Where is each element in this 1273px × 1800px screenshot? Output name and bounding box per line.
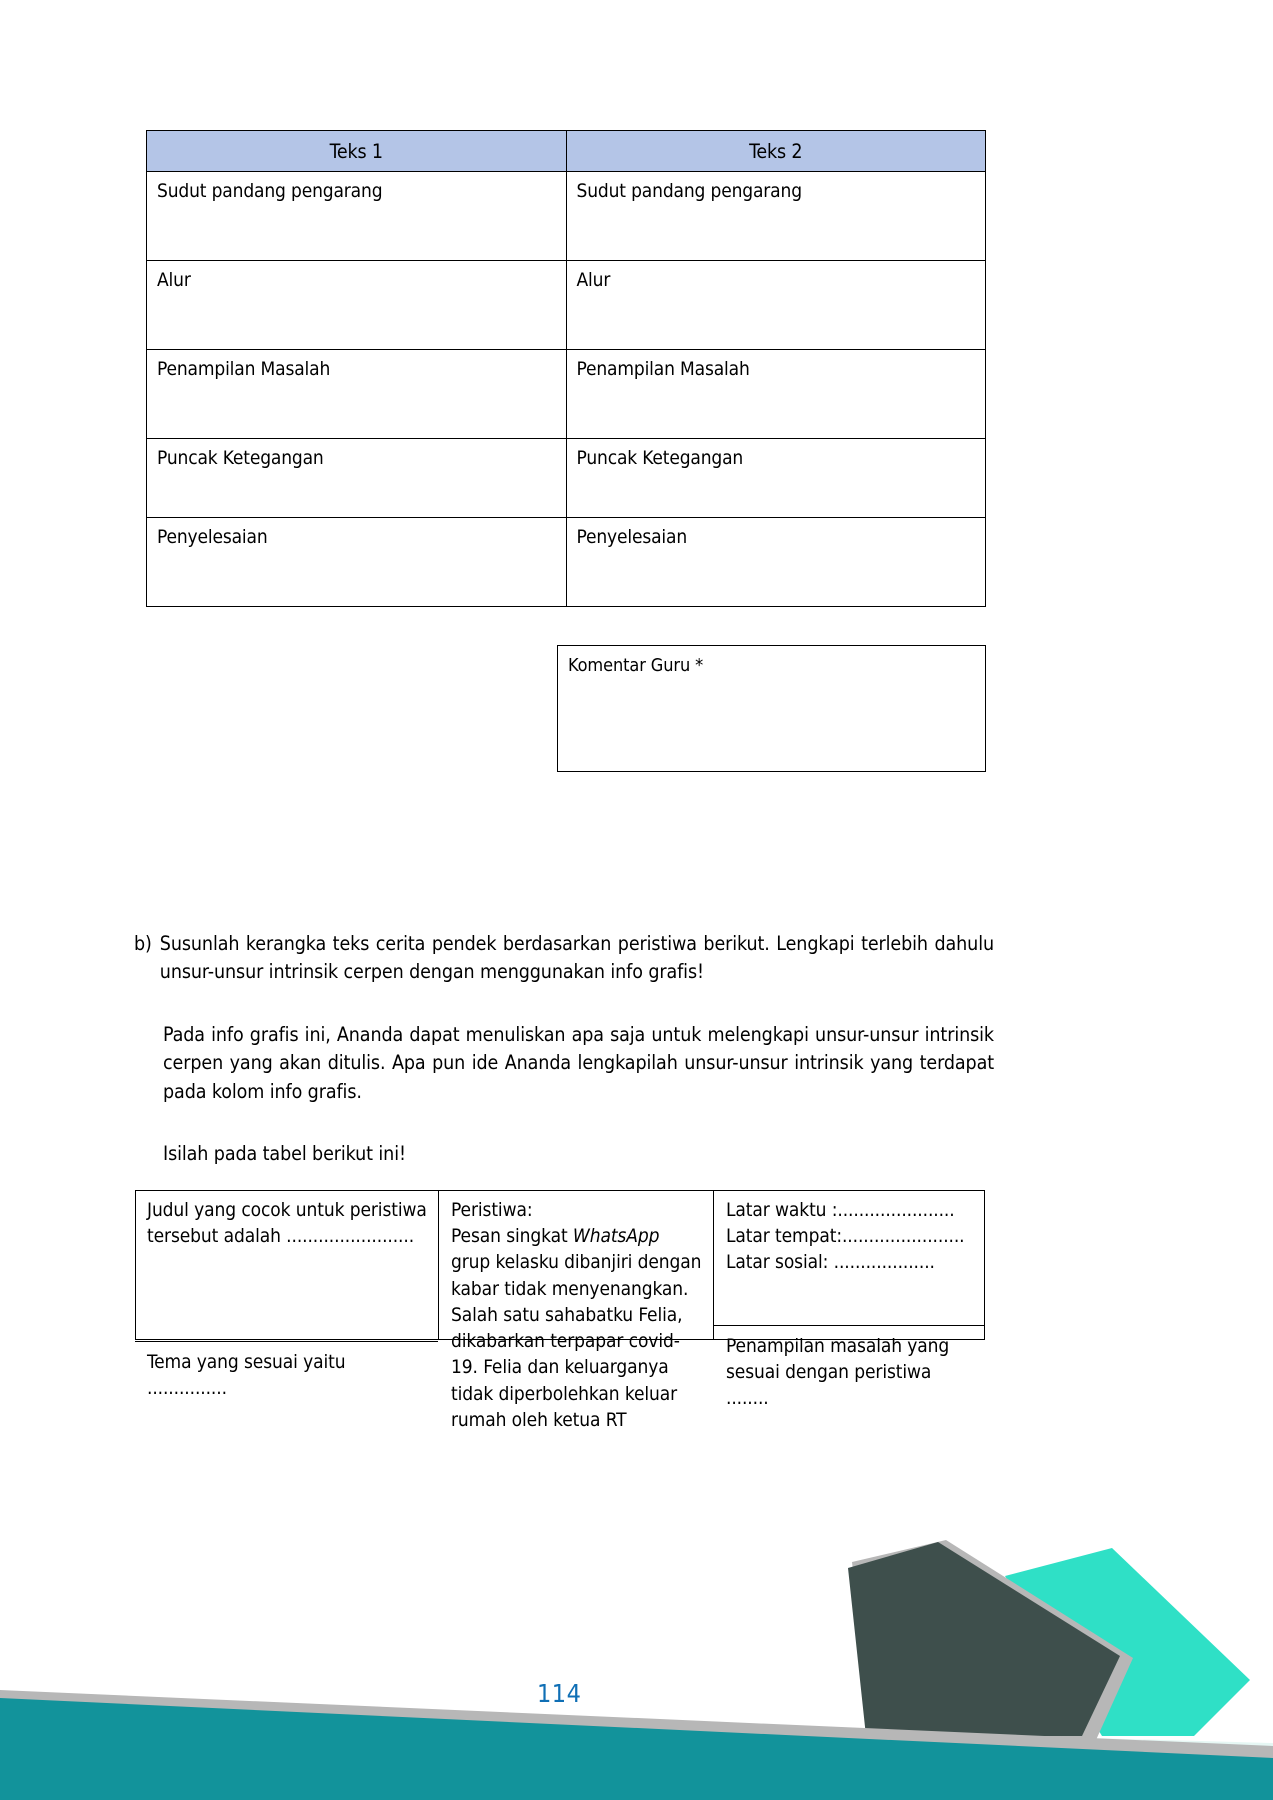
info-grafis-left-column <box>135 1190 439 1400</box>
list-marker-b: b) <box>134 932 152 955</box>
instruction-item-b <box>134 930 994 987</box>
fill-table-prompt: Isilah pada tabel berikut ini! <box>163 1142 406 1165</box>
table-row <box>147 172 986 261</box>
peristiwa-label: Peristiwa: <box>451 1199 533 1221</box>
peristiwa-text-2: grup kelasku dibanjiri dengan kabar tidak menyenangkan. Salah satu sahabatku Felia, dikabarkan terpapar covid-19. Felia dan keluarganya tidak diperbolehkan keluar rumah oleh ketua RT <box>451 1251 702 1431</box>
table-row <box>147 439 986 518</box>
cell-alur-teks2[interactable]: Alur <box>566 261 986 350</box>
cell-puncak-ketegangan-teks1[interactable]: Puncak Ketegangan <box>147 439 567 518</box>
footer-decoration <box>0 1540 1273 1800</box>
cell-sudut-pandang-teks1[interactable]: Sudut pandang pengarang <box>147 172 567 261</box>
cell-peristiwa[interactable] <box>439 1190 714 1431</box>
cell-puncak-ketegangan-teks2[interactable]: Puncak Ketegangan <box>566 439 986 518</box>
peristiwa-brand-whatsapp: WhatsApp <box>572 1225 660 1248</box>
instruction-paragraph: Pada info grafis ini, Ananda dapat menuliskan apa saja untuk melengkapi unsur-unsur intrinsik cerpen yang akan ditulis. Apa pun ide Ananda lengkapilah unsur-unsur intrinsik yang terdapat pada kolom info grafis. <box>163 1023 994 1103</box>
column-header-teks-1: Teks 1 <box>147 131 567 172</box>
table-row <box>147 518 986 607</box>
cell-sudut-pandang-teks2[interactable]: Sudut pandang pengarang <box>566 172 986 261</box>
teacher-comment-label: Komentar Guru * <box>568 655 704 676</box>
cell-latar[interactable] <box>714 1190 985 1326</box>
latar-tempat-line: Latar tempat:....................... <box>726 1225 965 1248</box>
cell-penyelesaian-teks1[interactable]: Penyelesaian <box>147 518 567 607</box>
cell-penampilan-masalah-teks2[interactable]: Penampilan Masalah <box>566 350 986 439</box>
cell-alur-teks1[interactable]: Alur <box>147 261 567 350</box>
cell-tema[interactable]: Tema yang sesuai yaitu ............... <box>147 1351 346 1400</box>
page-number: 114 <box>537 1679 582 1708</box>
cell-judul[interactable]: Judul yang cocok untuk peristiwa tersebut adalah ........................ <box>135 1190 438 1342</box>
cell-penyelesaian-teks2[interactable]: Penyelesaian <box>566 518 986 607</box>
column-header-teks-2: Teks 2 <box>566 131 986 172</box>
footer-graphic <box>0 1540 1273 1800</box>
latar-waktu-line: Latar waktu :...................... <box>726 1199 955 1221</box>
info-grafis-table <box>135 1190 985 1431</box>
table-row <box>147 350 986 439</box>
peristiwa-text-1: Pesan singkat <box>451 1225 573 1248</box>
table-row <box>147 261 986 350</box>
table-header-row <box>147 131 986 172</box>
latar-sosial-line: Latar sosial: ................... <box>726 1251 935 1274</box>
teacher-comment-box[interactable] <box>557 645 986 772</box>
info-grafis-right-column <box>714 1190 985 1410</box>
cell-penampilan-masalah[interactable]: Penampilan masalah yang sesuai dengan peristiwa ........ <box>726 1335 950 1410</box>
instruction-item-b-text: Susunlah kerangka teks cerita pendek berdasarkan peristiwa berikut. Lengkapi terlebih dahulu unsur-unsur intrinsik cerpen dengan menggunakan info grafis! <box>159 932 994 984</box>
comparison-table <box>146 130 986 607</box>
peristiwa-body <box>451 1223 703 1433</box>
cell-penampilan-masalah-teks1[interactable]: Penampilan Masalah <box>147 350 567 439</box>
